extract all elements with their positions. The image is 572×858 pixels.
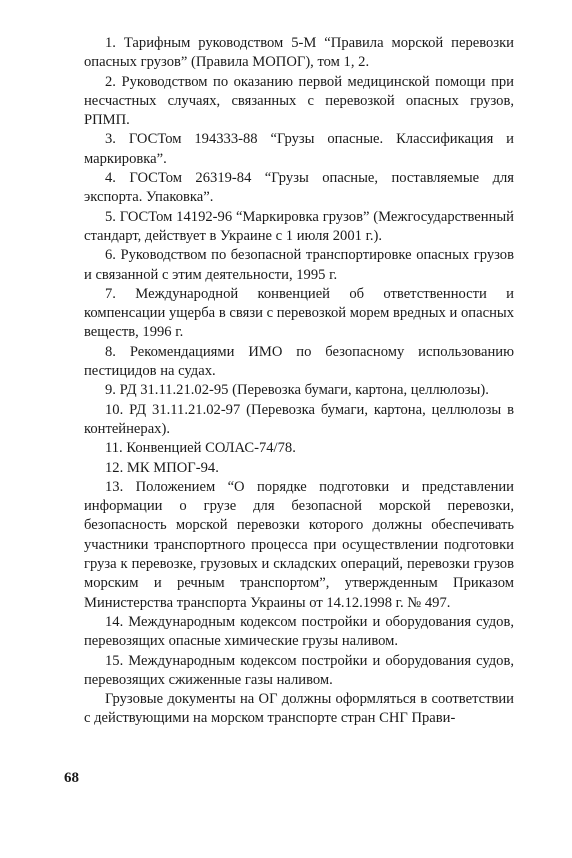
closing-paragraph: Грузовые документы на ОГ должны оформляться в соответствии с действующими на морском транспорте стран СНГ Прави- xyxy=(84,691,514,727)
list-item-12: 12. МК МПОГ-94. xyxy=(105,459,219,476)
list-item-10: 10. РД 31.11.21.02-97 (Перевозка бумаги, картона, целлюлозы в контейнерах). xyxy=(84,401,514,437)
list-item-11: 11. Конвенцией СОЛАС-74/78. xyxy=(105,440,296,457)
list-item-1: 1. Тарифным руководством 5-М “Правила морской перевозки опасных грузов” (Правила МОПОГ), том 1, 2. xyxy=(84,35,514,71)
list-item-3: 3. ГОСТом 194333-88 “Грузы опасные. Классификация и маркировка”. xyxy=(84,131,514,167)
list-item-4: 4. ГОСТом 26319-84 “Грузы опасные, поставляемые для экспорта. Упаковка”. xyxy=(84,170,514,206)
page-number: 68 xyxy=(64,770,79,786)
list-item-13: 13. Положением “О порядке подготовки и представлении информации о грузе для безопасной морской перевозки, безопасность морской перевозки которого должны обеспечивать участники транспортного процесса при осуществлении подготовки груза к перевозке, грузовых и складских операций, перевозки грузов морским и речным транспортом”, утвержденным Приказом Министерства транспорта Украины от 14.12.1998 г. № 497. xyxy=(84,478,514,611)
list-item-2: 2. Руководством по оказанию первой медицинской помощи при несчастных случаях, связанных с перевозкой опасных грузов, РПМП. xyxy=(84,73,514,129)
list-item-7: 7. Международной конвенцией об ответственности и компенсации ущерба в связи с перевозкой морем вредных и опасных веществ, 1996 г. xyxy=(84,285,514,341)
list-item-6: 6. Руководством по безопасной транспортировке опасных грузов и связанной с этим деятельности, 1995 г. xyxy=(84,247,514,283)
list-item-8: 8. Рекомендациями ИМО по безопасному использованию пестицидов на судах. xyxy=(84,343,514,380)
list-item-15: 15. Международным кодексом постройки и оборудования судов, перевозящих сжиженные газы наливом. xyxy=(84,652,514,688)
list-item-9: 9. РД 31.11.21.02-95 (Перевозка бумаги, картона, целлюлозы). xyxy=(105,382,489,399)
list-item-14: 14. Международным кодексом постройки и оборудования судов, перевозящих опасные химические грузы наливом. xyxy=(84,613,514,650)
body-text xyxy=(84,34,514,729)
list-item-5: 5. ГОСТом 14192-96 “Маркировка грузов” (Межгосударственный стандарт, действует в Украине с 1 июля 2001 г.). xyxy=(84,208,514,244)
